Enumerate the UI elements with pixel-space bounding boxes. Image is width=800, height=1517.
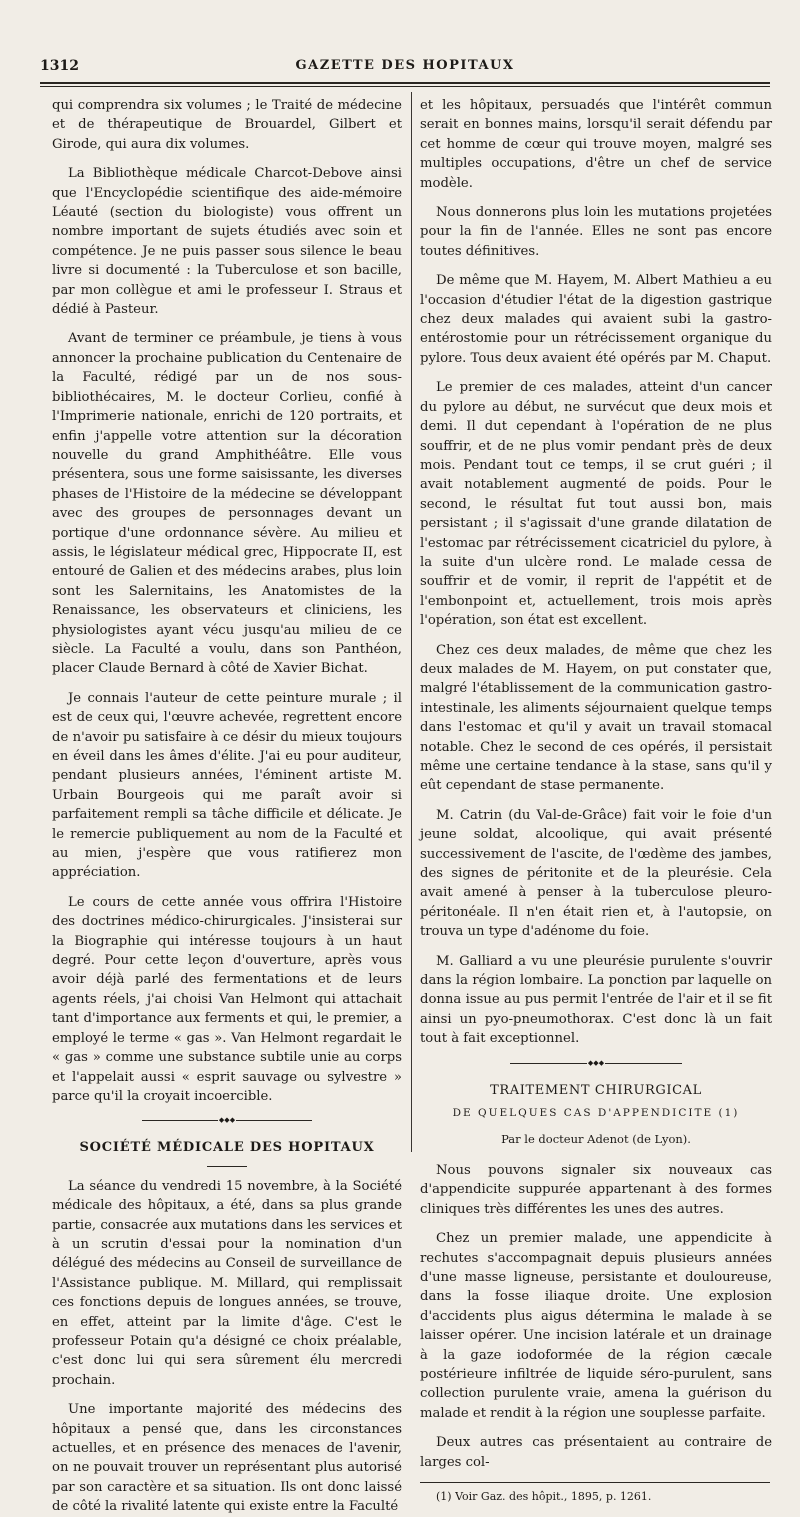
- paragraph: Nous pouvons signaler six nouveaux cas d'appendicite suppurée appartenant à des formes cliniques très différentes les unes des autres.: [420, 1162, 772, 1217]
- article-author: Par le docteur Adenot (de Lyon).: [501, 1131, 691, 1146]
- section-ornament: ◆◆◆: [52, 1116, 402, 1124]
- header-rule-thin: [40, 86, 770, 87]
- header-rule: [40, 82, 770, 84]
- left-column: [52, 96, 402, 1517]
- paragraph: Avant de terminer ce préambule, je tiens à vous annoncer la prochaine publication du Centenaire de la Faculté, rédigé par un de nos sous-bibliothécaires, M. le docteur Corlieu, confié à l'Imprimerie nationale, enrichi de 120 portraits, et enfin j'appelle votre attention sur la décoration nouvelle du grand Amphithéâtre. Elle vous présentera, sous une forme saisissante, les diverses phases de l'Histoire de la médecine se développant avec des groupes de personnages devant un portique d'une ordonnance sévère. Au milieu et assis, le législateur médical grec, Hippocrate II, est entouré de Galien et des médecins arabes, plus loin sont les Salernitains, les Anatomistes de la Renaissance, les observateurs et cliniciens, les physiologistes ayant vécu jusqu'au milieu de ce siècle. La Faculté a voulu, dans son Panthéon, placer Claude Bernard à côté de Xavier Bichat.: [52, 331, 402, 677]
- paragraph: Je connais l'auteur de cette peinture murale ; il est de ceux qui, l'œuvre achevée, regrettent encore de n'avoir pu satisfaire à ce désir du mieux toujours en éveil dans les âmes d'élite. J'ai eu pour auditeur, pendant plusieurs années, l'éminent artiste M. Urbain Bourgeois qui me paraît avoir si parfaitement rempli sa tâche difficile et délicate. Je le remercie publiquement au nom de la Faculté et au mien, j'espère que vous ratifierez mon appréciation.: [52, 690, 402, 881]
- footnote: (1) Voir Gaz. des hôpit., 1895, p. 1261.: [436, 1490, 652, 1503]
- page-header: [40, 56, 770, 78]
- paragraph: Nous donnerons plus loin les mutations projetées pour la fin de l'année. Elles ne sont pas encore toutes définitives.: [420, 205, 772, 259]
- paragraph: M. Galliard a vu une pleurésie purulente s'ouvrir dans la région lombaire. La ponction par laquelle on donna issue au pus permit l'entrée de l'air et il se fit ainsi un pyo-pneumothorax. C'est donc là un fait tout à fait exceptionnel.: [420, 953, 772, 1047]
- section-rule: [207, 1166, 247, 1167]
- paragraph: Le premier de ces malades, atteint d'un cancer du pylore au début, ne survécut que deux mois et demi. Il dut cependant à l'opération de ne plus souffrir, et de ne plus vomir pendant près de deux mois. Pendant tout ce temps, il se crut guéri ; il avait notablement augmenté de poids. Pour le second, le résultat fut tout aussi bon, mais persistant ; il s'agissait d'une grande dilatation de l'estomac par rétrécissement cicatriciel du pylore, à la suite d'un ulcère rond. Le malade cessa de souffrir et de vomir, il reprit de l'appétit et de l'embonpoint et, actuellement, trois mois après l'opération, son état est excellent.: [420, 380, 772, 629]
- paragraph: et les hôpitaux, persuadés que l'intérêt commun serait en bonnes mains, lorsqu'il serait défendu par cet homme de cœur qui trouve moyen, malgré ses multiples occupations, d'être un chef de service modèle.: [420, 98, 772, 191]
- paragraph: M. Catrin (du Val-de-Grâce) fait voir le foie d'un jeune soldat, alcoolique, qui avait présenté successivement de l'ascite, de l'œdème des jambes, des signes de péritonite et de la pleurésie. Cela avait amené à penser à la tuberculose pleuro-péritonéale. Il n'en était rien et, à l'autopsie, on trouva un type d'adénome du foie.: [420, 807, 772, 940]
- article-subtitle: DE QUELQUES CAS D'APPENDICITE (1): [452, 1107, 740, 1120]
- page-number: 1312: [40, 58, 79, 74]
- right-column: [420, 96, 772, 1514]
- paragraph: Chez un premier malade, une appendicite à rechutes s'accompagnait depuis plusieurs années d'une masse ligneuse, persistante et douloureuse, dans la fosse iliaque droite. Une explosion d'accidents plus aigus détermina le malade à se laisser opérer. Une incision latérale et un drainage à la gaze iodoformée de la région cæcale postérieure infiltrée de liquide séro-purulent, sans collection purulente vraie, amena la guérison du malade et rendit à la région une souplesse parfaite.: [420, 1231, 772, 1421]
- paragraph: qui comprendra six volumes ; le Traité de médecine et de thérapeutique de Brouardel, Gilbert et Girode, qui aura dix volumes.: [52, 98, 402, 152]
- paragraph: La séance du vendredi 15 novembre, à la Société médicale des hôpitaux, a été, dans sa plus grande partie, consacrée aux mutations dans les services et à un scrutin d'essai pour la nomination d'un délégué des médecins au Conseil de surveillance de l'Assistance publique. M. Millard, qui remplissait ces fonctions depuis de longues années, se trouve, en effet, atteint par la limite d'âge. C'est le professeur Potain qu'a désigné ce choix préalable, c'est donc lui qui sera sûrement élu mercredi prochain.: [52, 1178, 402, 1388]
- article-title: TRAITEMENT CHIRURGICAL: [490, 1082, 702, 1098]
- paragraph: Deux autres cas présentaient au contraire de larges col-: [420, 1435, 772, 1470]
- paragraph: Le cours de cette année vous offrira l'Histoire des doctrines médico-chirurgicales. J'insisterai sur la Biographie qui intéresse toujours à un haut degré. Pour cette leçon d'ouverture, après vous avoir déjà parlé des fermentations et de leurs agents réels, j'ai choisi Van Helmont qui attachait tant d'importance aux ferments et qui, le premier, a employé le terme « gas ». Van Helmont regardait le « gas » comme une substance subtile unie au corps et l'appelait aussi « esprit sauvage ou sylvestre » parce qu'il la croyait incoercible.: [52, 894, 402, 1104]
- paragraph: La Bibliothèque médicale Charcot-Debove ainsi que l'Encyclopédie scientifique des aide-mémoire Léauté (section du biologiste) vous offrent un nombre important de sujets étudiés avec soin et compétence. Je ne puis passer sous silence le beau livre si documenté : la Tuberculose et son bacille, par mon collègue et ami le professeur I. Straus et dédié à Pasteur.: [52, 166, 402, 318]
- paragraph: Une importante majorité des médecins des hôpitaux a pensé que, dans les circonstances actuelles, et en présence des menaces de l'avenir, on ne pouvait trouver un représentant plus autorisé par son caractère et sa situation. Ils ont donc laissé de côté la rivalité latente qui existe entre la Faculté: [52, 1402, 402, 1515]
- section-ornament: ◆◆◆: [420, 1059, 772, 1067]
- paragraph: De même que M. Hayem, M. Albert Mathieu a eu l'occasion d'étudier l'état de la digestion gastrique chez deux malades qui avaient subi la gastro-entérostomie pour un rétrécissement organique du pylore. Tous deux avaient été opérés par M. Chaput.: [420, 273, 772, 366]
- paragraph: Chez ces deux malades, de même que chez les deux malades de M. Hayem, on put constater que, malgré l'établissement de la communication gastro-intestinale, les aliments séjournaient quelque temps dans l'estomac et qu'il y avait un travail stomacal notable. Chez le second de ces opérés, il persistait même une certaine tendance à la stase, sans qu'il y eût cependant de stase permanente.: [420, 642, 772, 794]
- section-title: SOCIÉTÉ MÉDICALE DES HOPITAUX: [79, 1140, 375, 1156]
- footnote-rule: [420, 1482, 770, 1483]
- column-divider: [411, 92, 412, 1152]
- journal-title: GAZETTE DES HOPITAUX: [295, 58, 515, 73]
